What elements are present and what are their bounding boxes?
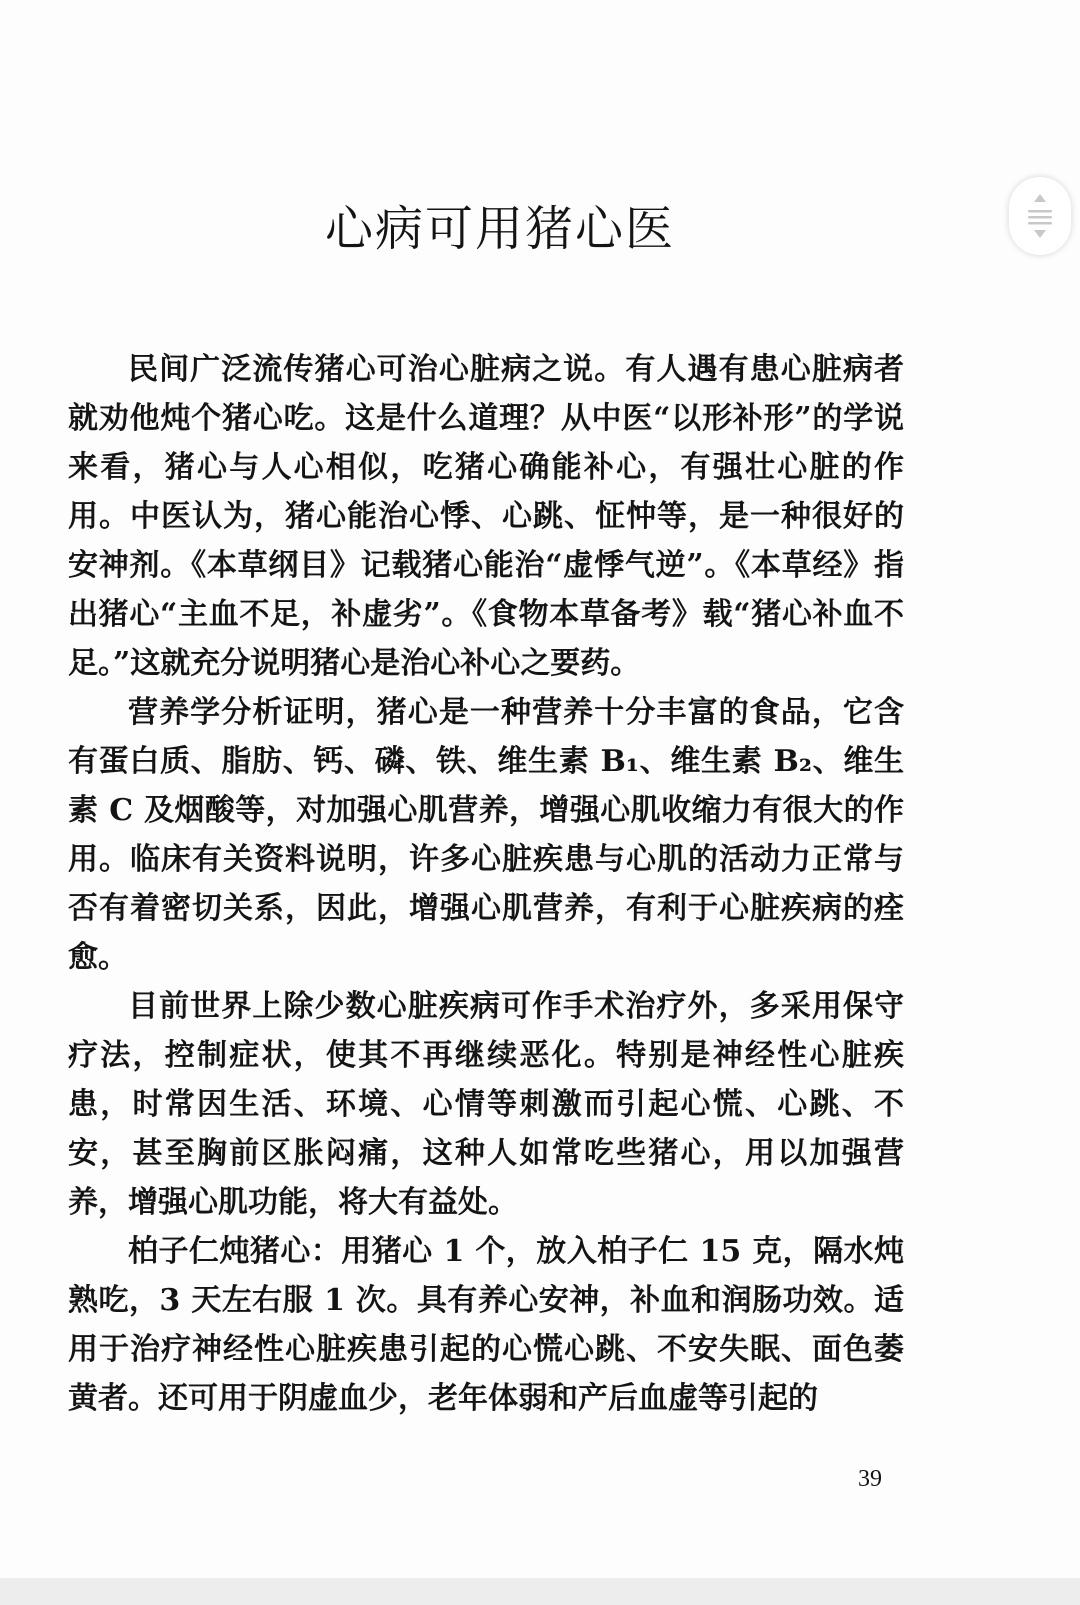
bottom-bar (0, 1578, 1080, 1605)
article-body (68, 345, 904, 1423)
page-title: 心病可用猪心医 (324, 201, 675, 257)
page-number: 39 (858, 1466, 882, 1492)
paragraph: 民间广泛流传猪心可治心脏病之说。有人遇有患心脏病者就劝他炖个猪心吃。这是什么道理？从中医“以形补形”的学说来看，猪心与人心相似，吃猪心确能补心，有强壮心脏的作用。中医认为，猪心能治心悸、心跳、怔忡等，是一种很好的安神剂。《本草纲目》记载猪心能治“虚悸气逆”。《本草经》指出猪心“主血不足，补虚劣”。《食物本草备考》载“猪心补血不足。”这就充分说明猪心是治心补心之要药。 (68, 352, 904, 681)
paragraph: 营养学分析证明，猪心是一种营养十分丰富的食品，它含有蛋白质、脂肪、钙、磷、铁、维生素 B₁、维生素 B₂、维生素 C 及烟酸等，对加强心肌营养，增强心肌收缩力有很大的作用。临床有关资料说明，许多心脏疾患与心肌的活动力正常与否有着密切关系，因此，增强心肌营养，有利于心脏疾病的痊愈。 (68, 695, 904, 975)
paragraph: 目前世界上除少数心脏疾病可作手术治疗外，多采用保守疗法，控制症状，使其不再继续恶化。特别是神经性心脏疾患，时常因生活、环境、心情等刺激而引起心慌、心跳、不安，甚至胸前区胀闷痛，这种人如常吃些猪心，用以加强营养，增强心肌功能，将大有益处。 (68, 989, 904, 1220)
scroll-handle[interactable] (1008, 176, 1072, 256)
paragraph: 柏子仁炖猪心：用猪心 1 个，放入柏子仁 15 克，隔水炖熟吃，3 天左右服 1 次。具有养心安神，补血和润肠功效。适用于治疗神经性心脏疾患引起的心慌心跳、不安失眠、面色萎黄者。还可用于阴虚血少，老年体弱和产后血虚等引起的 (68, 1234, 904, 1416)
scroll-handle-icon (1023, 191, 1057, 241)
